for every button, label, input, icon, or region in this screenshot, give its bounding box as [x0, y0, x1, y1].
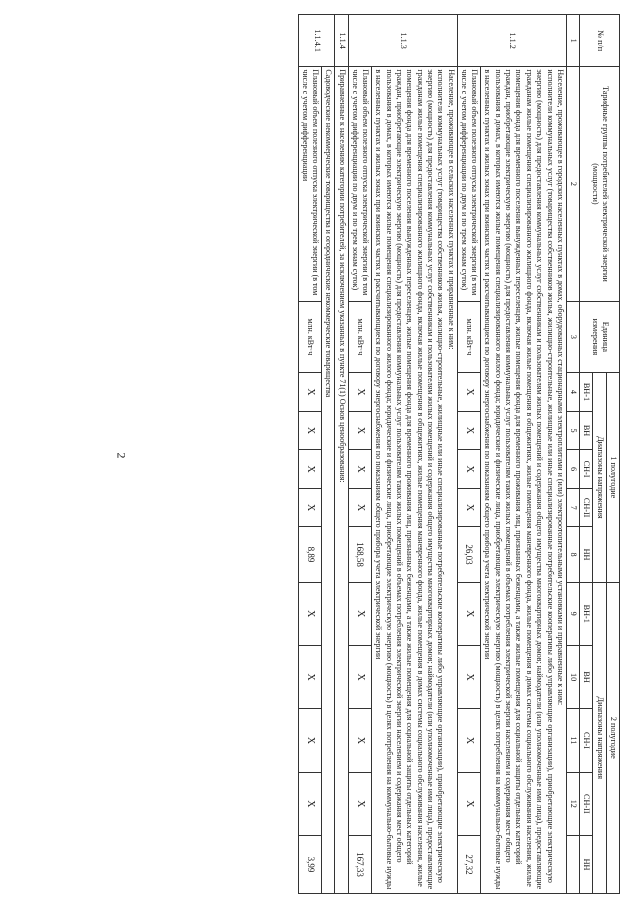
- level-nn-h1: НН: [580, 527, 593, 582]
- header-half2: 2 полугодие: [606, 582, 619, 893]
- x-cell: X: [348, 772, 371, 835]
- x-cell: X: [457, 772, 480, 835]
- level-vn-h1: ВН: [580, 411, 593, 450]
- header-no: № п/п: [580, 15, 620, 67]
- level-vn1-h1: ВН-1: [580, 373, 593, 412]
- header-half1: 1 полугодие: [606, 373, 619, 582]
- header-unit: Единица измерения: [580, 301, 620, 373]
- table-row: [480, 15, 566, 894]
- col-num: 11: [567, 709, 580, 772]
- volume-label: Плановый объем полезного отпуска электрической энергии (в том числе с учетом дифференциации по двум и по трем зонам суток): [348, 67, 371, 301]
- x-cell: X: [298, 373, 321, 412]
- group-description: [371, 67, 457, 894]
- col-num: 10: [567, 645, 580, 708]
- x-cell: X: [298, 582, 321, 645]
- table-row: [335, 15, 348, 894]
- level-sn2-h1: СН-II: [580, 488, 593, 527]
- level-vn-h2: ВН: [580, 645, 593, 708]
- group-description: [480, 67, 566, 894]
- row-number: 1.1.3: [348, 15, 457, 67]
- x-cell: X: [457, 411, 480, 450]
- x-cell: X: [457, 645, 480, 708]
- x-cell: X: [348, 582, 371, 645]
- group-title: Приравненные к населению категории потребителей, за исключением указанных в пункте 71(1) Основ ценообразования:: [335, 67, 348, 894]
- value-cell: 168,58: [348, 527, 371, 582]
- unit-cell: млн. кВт·ч: [298, 301, 321, 373]
- col-num: 9: [567, 582, 580, 645]
- x-cell: X: [348, 645, 371, 708]
- x-cell: X: [457, 450, 480, 489]
- value-cell: 8,89: [298, 527, 321, 582]
- group-title: Население, проживающее в городских населенных пунктах в домах, оборудованных стационарными электроплитами и (или) электроотопительными установками и приравненные к ним:: [556, 69, 565, 706]
- col-num: 2: [567, 67, 580, 301]
- level-vn1-h2: ВН-1: [580, 582, 593, 645]
- row-number: 1.1.2: [457, 15, 566, 67]
- col-num: 12: [567, 772, 580, 835]
- col-num: 7: [567, 488, 580, 527]
- table-row: [457, 15, 480, 894]
- x-cell: X: [457, 709, 480, 772]
- header-voltage-2: Диапазоны напряжения: [593, 582, 606, 893]
- x-cell: X: [348, 488, 371, 527]
- x-cell: X: [298, 450, 321, 489]
- col-num: 8: [567, 527, 580, 582]
- page-number: 2: [114, 452, 129, 459]
- level-sn1-h2: СН-I: [580, 709, 593, 772]
- x-cell: X: [298, 772, 321, 835]
- value-cell: 167,33: [348, 835, 371, 893]
- column-numbers-row: [567, 15, 580, 894]
- group-title: Садоводческие некоммерческие товарищества и огороднические некоммерческие товарищества: [321, 67, 334, 894]
- col-num: [567, 835, 580, 893]
- x-cell: X: [298, 645, 321, 708]
- header-group: Тарифные группы потребителей электрической энергии (мощности): [580, 67, 620, 301]
- x-cell: X: [298, 488, 321, 527]
- x-cell: X: [348, 373, 371, 412]
- volume-label: Плановый объем полезного отпуска электрической энергии (в том числе с учетом дифференциации: [298, 67, 321, 301]
- x-cell: X: [348, 709, 371, 772]
- header-voltage-1: Диапазоны напряжения: [593, 373, 606, 582]
- x-cell: X: [298, 709, 321, 772]
- x-cell: X: [457, 582, 480, 645]
- row-number: 1.1.4.1: [298, 15, 334, 67]
- x-cell: X: [348, 411, 371, 450]
- value-cell: 26,03: [457, 527, 480, 582]
- value-cell: 3,99: [298, 835, 321, 893]
- table-row: [298, 15, 321, 894]
- x-cell: X: [348, 450, 371, 489]
- tariff-table: [298, 14, 620, 894]
- level-sn2-h2: СН-II: [580, 772, 593, 835]
- level-sn1-h1: СН-I: [580, 450, 593, 489]
- group-details: исполнители коммунальных услуг (товарищества собственников жилья, жилищно-строительные, жилищные или иные специализированные потребительские кооперативы либо управляющие организации), приобретающие электрическую энергию (мощность) для предоставления коммунальных услуг собственникам и пользователям жилых помещений и содержания общего имущества многоквартирных домов; наймодатели (или уполномоченные ими лица), предоставляющие гражданам жилые помещения специализированного жилищного фонда, включая жилые помещения в общежитиях, жилые помещения маневренного фонда, жилые помещения в домах системы социального обслуживания населения, жилые помещения фонда для временного поселения вынужденных переселенцев, жилые помещения фонда для временного проживания лиц, признанных беженцами, а также жилые помещения для социальной защиты отдельных категорий граждан, приобретающие электрическую энергию (мощность) для предоставления коммунальных услуг пользователям таких жилых помещений в объемах потребления электрической энергии населением и содержания мест общего пользования в домах, в которых имеются жилые помещения специализированного жилого фонда; юридические и физические лица, приобретающие электрическую энергию (мощность) в целях потребления на коммунально-бытовые нужды в населенных пунктах и жилых зонах при воинских частях и рассчитывающиеся по договору энергоснабжения по показаниям общего прибора учета электрической энергии: [483, 69, 555, 890]
- col-num: 3: [567, 301, 580, 373]
- rotated-table-page: [90, 14, 620, 894]
- x-cell: X: [457, 488, 480, 527]
- col-num: 6: [567, 450, 580, 489]
- x-cell: X: [298, 411, 321, 450]
- value-cell: 27,32: [457, 835, 480, 893]
- level-nn-h2: НН: [580, 835, 593, 893]
- group-details: исполнители коммунальных услуг (товарищества собственников жилья, жилищно-строительные, жилищные или иные специализированные потребительские кооперативы либо управляющие организации), приобретающие электрическую энергию (мощность) для предоставления коммунальных услуг собственникам и пользователям жилых помещений и содержания общего имущества многоквартирных домов; наймодатели (или уполномоченные ими лица), предоставляющие гражданам жилые помещения специализированного жилищного фонда, включая жилые помещения в общежитиях, жилые помещения маневренного фонда, жилые помещения в домах системы социального обслуживания населения, жилые помещения фонда для временного поселения вынужденных переселенцев, жилые помещения фонда для временного проживания лиц, признанных беженцами, а также жилые помещения для социальной защиты отдельных категорий граждан, приобретающие электрическую энергию (мощность) для предоставления коммунальных услуг пользователям таких жилых помещений в объемах потребления электрической энергии населением и содержания мест общего пользования в домах, в которых имеются жилые помещения специализированного жилого фонда; юридические и физические лица, приобретающие электрическую энергию (мощность) в целях потребления на коммунально-бытовые нужды в населенных пунктах и жилых зонах при воинских частях и рассчитывающиеся по договору энергоснабжения по показаниям общего прибора учета электрической энергии: [374, 69, 446, 890]
- table-row: [321, 15, 334, 894]
- table-row: [371, 15, 457, 894]
- volume-label: Плановый объем полезного отпуска электрической энергии (в том числе с учетом дифференциации по двум и по трем зонам суток): [457, 67, 480, 301]
- col-num: 5: [567, 411, 580, 450]
- row-number: 1.1.4: [335, 15, 348, 67]
- col-num: 4: [567, 373, 580, 412]
- unit-cell: млн. кВт·ч: [348, 301, 371, 373]
- group-title: Население, проживающее в сельских населенных пунктах и приравненные к ним:: [446, 69, 456, 350]
- x-cell: X: [457, 373, 480, 412]
- table-row: [348, 15, 371, 894]
- unit-cell: млн. кВт·ч: [457, 301, 480, 373]
- col-num: 1: [567, 15, 580, 67]
